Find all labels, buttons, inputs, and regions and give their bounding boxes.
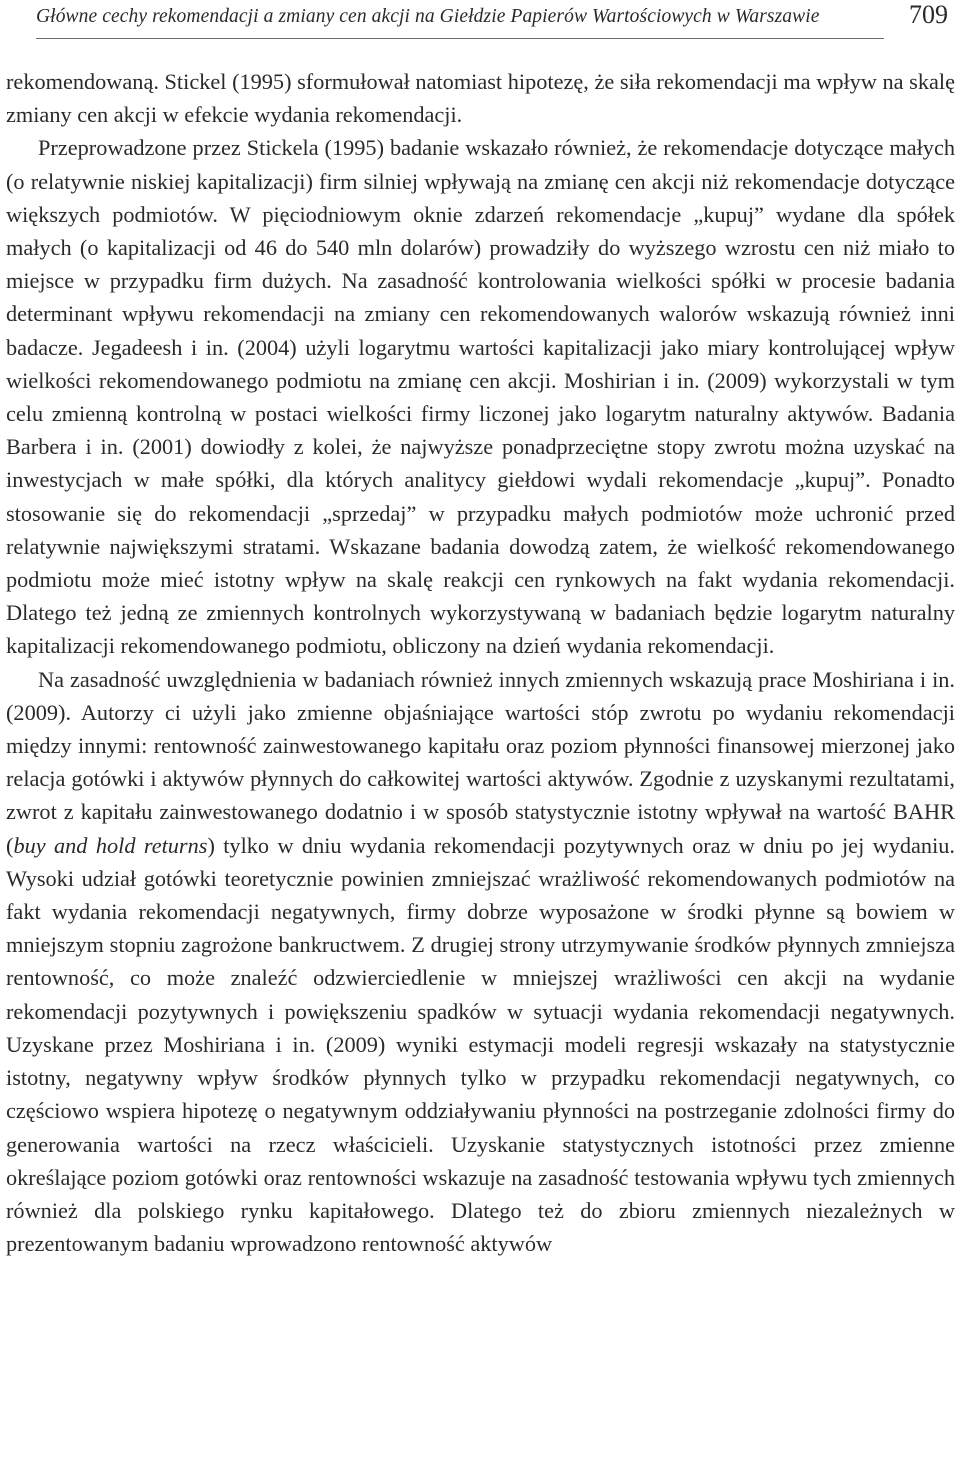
page-number: 709 bbox=[909, 0, 948, 29]
paragraph-text-start: Na zasadność uwzględnienia w badaniach również innych zmiennych wskazują prace Moshiriana i in. (2009). Autorzy ci użyli jako zmienne objaśniające wartości stóp zwrotu po wydaniu rekomendacji między innymi: rentowność zainwestowanego kapitału oraz poziom płynności finansowej mierzonej jako relacja gotówki i aktywów płynnych do całkowitej wartości aktywów. Zgodnie z uzyskanymi rezultatami, zwrot z kapitału zainwestowanego dodatnio i w sposób statystycznie istotny wpływał na wartość BAHR ( bbox=[6, 666, 955, 858]
paragraph-text-end: ) tylko w dniu wydania rekomendacji pozytywnych oraz w dniu po jej wydaniu. Wysoki udział gotówki teoretycznie powinien zmniejszać wrażliwość rekomendowanych podmiotów na fakt wydania rekomendacji negatywnych, firmy dobrze wyposażone w środki płynne są bowiem w mniejszym stopniu zagrożone bankructwem. Z drugiej strony utrzymywanie środków płynnych zmniejsza rentowność, co może znaleźć odzwierciedlenie w mniejszej wrażliwości cen akcji na wydanie rekomendacji pozytywnych i powiększeniu spadków w sytuacji wydania rekomendacji negatywnych. Uzyskane przez Moshiriana i in. (2009) wyniki estymacji modeli regresji wskazały na statystycznie istotny, negatywny wpływ środków płynnych tylko w przypadku rekomendacji negatywnych, co częściowo wspiera hipotezę o negatywnym oddziaływaniu płynności na postrzeganie zdolności firmy do generowania wartości na rzecz właścicieli. Uzyskanie statystycznych istotności przez zmienne określające poziom gotówki oraz rentowności wskazuje na zasadność testowania wpływu tych zmiennych również dla polskiego rynku kapitałowego. Dlatego też do zbioru zmiennych niezależnych w prezentowanym badaniu wprowadzono rentowność aktywów bbox=[6, 832, 955, 1257]
italic-term: buy and hold returns bbox=[13, 832, 208, 858]
running-title: Główne cechy rekomendacji a zmiany cen akcji na Giełdzie Papierów Wartościowych w Warszawie bbox=[36, 6, 820, 27]
header-rule bbox=[36, 38, 884, 39]
body-text bbox=[6, 65, 955, 1260]
paragraph-moshirian bbox=[6, 663, 955, 1261]
running-header bbox=[0, 0, 960, 40]
paragraph-continuation: rekomendowaną. Stickel (1995) sformułował natomiast hipotezę, że siła rekomendacji ma wpływ na skalę zmiany cen akcji w efekcie wydania rekomendacji. bbox=[6, 69, 955, 128]
paragraph-stickel: Przeprowadzone przez Stickela (1995) badanie wskazało również, że rekomendacje dotyczące małych (o relatywnie niskiej kapitalizacji) firm silniej wpływają na zmianę cen akcji niż rekomendacje dotyczące większych podmiotów. W pięciodniowym oknie zdarzeń rekomendacje „kupuj” wydane dla spółek małych (o kapitalizacji od 46 do 540 mln dolarów) prowadziły do wyższego wzrostu cen niż miało to miejsce w przypadku firm dużych. Na zasadność kontrolowania wielkości spółki w procesie badania determinant wpływu rekomendacji na zmiany cen rekomendowanych walorów wskazują również inni badacze. Jegadeesh i in. (2004) użyli logarytmu wartości kapitalizacji jako miary kontrolującej wpływ wielkości rekomendowanego podmiotu na zmianę cen akcji. Moshirian i in. (2009) wykorzystali w tym celu zmienną kontrolną w postaci wielkości firmy liczonej jako logarytm naturalny aktywów. Badania Barbera i in. (2001) dowiodły z kolei, że najwyższe ponadprzeciętne stopy zwrotu można uzyskać na inwestycjach w małe spółki, dla których analitycy giełdowi wydali rekomendacje „kupuj”. Ponadto stosowanie się do rekomendacji „sprzedaj” w przypadku małych podmiotów może uchronić przed relatywnie największymi stratami. Wskazane badania dowodzą zatem, że wielkość rekomendowanego podmiotu może mieć istotny wpływ na skalę reakcji cen rynkowych na fakt wydania rekomendacji. Dlatego też jedną ze zmiennych kontrolnych wykorzystywaną w badaniach będzie logarytm naturalny kapitalizacji rekomendowanego podmiotu, obliczony na dzień wydania rekomendacji. bbox=[6, 135, 955, 659]
